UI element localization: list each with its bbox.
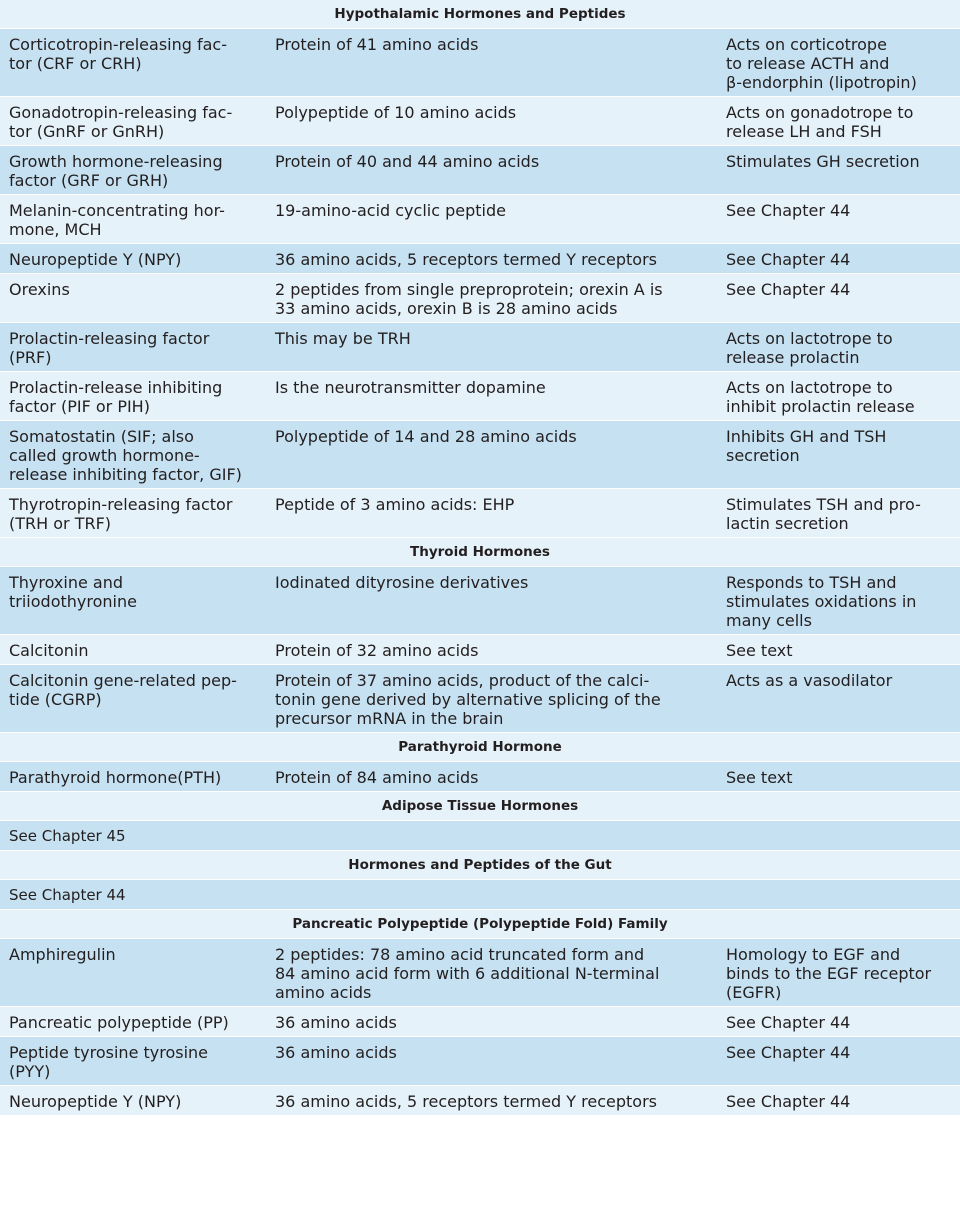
section-title: Thyroid Hormones bbox=[0, 538, 960, 567]
structure-cell: Polypeptide of 10 amino acids bbox=[266, 97, 717, 146]
structure-cell: Protein of 37 amino acids, product of the calci- tonin gene derived by alternative splicing of the precursor mRNA in the brain bbox=[266, 665, 717, 733]
table-row bbox=[0, 880, 960, 910]
hormone-name-cell: Amphiregulin bbox=[0, 939, 266, 1007]
structure-cell: 36 amino acids, 5 receptors termed Y receptors bbox=[266, 1086, 717, 1116]
table-row bbox=[0, 939, 960, 1007]
full-width-cell: See Chapter 44 bbox=[0, 880, 960, 910]
structure-cell: 36 amino acids bbox=[266, 1007, 717, 1037]
hormone-name-cell: Neuropeptide Y (NPY) bbox=[0, 1086, 266, 1116]
action-cell: Stimulates GH secretion bbox=[717, 146, 960, 195]
table-row bbox=[0, 1086, 960, 1116]
structure-cell: Protein of 84 amino acids bbox=[266, 762, 717, 792]
hormone-name-cell: Somatostatin (SIF; also called growth hormone- release inhibiting factor, GIF) bbox=[0, 421, 266, 489]
hormone-name-cell: Neuropeptide Y (NPY) bbox=[0, 244, 266, 274]
hormone-name-cell: Growth hormone-releasing factor (GRF or GRH) bbox=[0, 146, 266, 195]
structure-cell: Protein of 41 amino acids bbox=[266, 29, 717, 97]
action-cell: See Chapter 44 bbox=[717, 1086, 960, 1116]
table-row bbox=[0, 421, 960, 489]
hormone-name-cell: Melanin-concentrating hor- mone, MCH bbox=[0, 195, 266, 244]
table-row bbox=[0, 567, 960, 635]
table-row bbox=[0, 1037, 960, 1086]
structure-cell: This may be TRH bbox=[266, 323, 717, 372]
action-cell: Acts on lactotrope to release prolactin bbox=[717, 323, 960, 372]
section-header-row bbox=[0, 0, 960, 29]
action-cell: Stimulates TSH and pro- lactin secretion bbox=[717, 489, 960, 538]
section-header-row bbox=[0, 792, 960, 821]
table-row bbox=[0, 665, 960, 733]
table-row bbox=[0, 821, 960, 851]
action-cell: See text bbox=[717, 635, 960, 665]
action-cell: See text bbox=[717, 762, 960, 792]
action-cell: Acts on gonadotrope to release LH and FSH bbox=[717, 97, 960, 146]
section-title: Hormones and Peptides of the Gut bbox=[0, 851, 960, 880]
hormone-name-cell: Calcitonin gene-related pep- tide (CGRP) bbox=[0, 665, 266, 733]
hormone-name-cell: Prolactin-releasing factor (PRF) bbox=[0, 323, 266, 372]
table-row bbox=[0, 146, 960, 195]
table-row bbox=[0, 244, 960, 274]
structure-cell: Protein of 40 and 44 amino acids bbox=[266, 146, 717, 195]
hormone-name-cell: Parathyroid hormone(PTH) bbox=[0, 762, 266, 792]
section-title: Hypothalamic Hormones and Peptides bbox=[0, 0, 960, 29]
table-row bbox=[0, 372, 960, 421]
hormone-name-cell: Prolactin-release inhibiting factor (PIF or PIH) bbox=[0, 372, 266, 421]
action-cell: See Chapter 44 bbox=[717, 195, 960, 244]
section-header-row bbox=[0, 910, 960, 939]
structure-cell: 19-amino-acid cyclic peptide bbox=[266, 195, 717, 244]
structure-cell: Protein of 32 amino acids bbox=[266, 635, 717, 665]
action-cell: See Chapter 44 bbox=[717, 1007, 960, 1037]
full-width-cell: See Chapter 45 bbox=[0, 821, 960, 851]
structure-cell: 36 amino acids bbox=[266, 1037, 717, 1086]
section-header-row bbox=[0, 538, 960, 567]
section-header-row bbox=[0, 733, 960, 762]
action-cell: Acts as a vasodilator bbox=[717, 665, 960, 733]
hormone-name-cell: Thyroxine and triiodothyronine bbox=[0, 567, 266, 635]
structure-cell: Peptide of 3 amino acids: EHP bbox=[266, 489, 717, 538]
structure-cell: 2 peptides: 78 amino acid truncated form and 84 amino acid form with 6 additional N-terminal amino acids bbox=[266, 939, 717, 1007]
action-cell: See Chapter 44 bbox=[717, 244, 960, 274]
hormone-name-cell: Gonadotropin-releasing fac- tor (GnRF or GnRH) bbox=[0, 97, 266, 146]
table-row bbox=[0, 762, 960, 792]
table-row bbox=[0, 1007, 960, 1037]
table-row bbox=[0, 323, 960, 372]
table-row bbox=[0, 29, 960, 97]
table-row bbox=[0, 489, 960, 538]
action-cell: Homology to EGF and binds to the EGF receptor (EGFR) bbox=[717, 939, 960, 1007]
action-cell: Inhibits GH and TSH secretion bbox=[717, 421, 960, 489]
structure-cell: 2 peptides from single preproprotein; orexin A is 33 amino acids, orexin B is 28 amino acids bbox=[266, 274, 717, 323]
action-cell: See Chapter 44 bbox=[717, 274, 960, 323]
table-row bbox=[0, 635, 960, 665]
hormone-name-cell: Corticotropin-releasing fac- tor (CRF or CRH) bbox=[0, 29, 266, 97]
section-title: Parathyroid Hormone bbox=[0, 733, 960, 762]
hormone-name-cell: Calcitonin bbox=[0, 635, 266, 665]
hormone-name-cell: Peptide tyrosine tyrosine (PYY) bbox=[0, 1037, 266, 1086]
action-cell: Acts on lactotrope to inhibit prolactin release bbox=[717, 372, 960, 421]
section-header-row bbox=[0, 851, 960, 880]
hormone-name-cell: Thyrotropin-releasing factor (TRH or TRF) bbox=[0, 489, 266, 538]
hormone-name-cell: Pancreatic polypeptide (PP) bbox=[0, 1007, 266, 1037]
table-row bbox=[0, 195, 960, 244]
action-cell: See Chapter 44 bbox=[717, 1037, 960, 1086]
hormone-name-cell: Orexins bbox=[0, 274, 266, 323]
structure-cell: Is the neurotransmitter dopamine bbox=[266, 372, 717, 421]
section-title: Adipose Tissue Hormones bbox=[0, 792, 960, 821]
section-title: Pancreatic Polypeptide (Polypeptide Fold) Family bbox=[0, 910, 960, 939]
table-row bbox=[0, 274, 960, 323]
structure-cell: Polypeptide of 14 and 28 amino acids bbox=[266, 421, 717, 489]
structure-cell: Iodinated dityrosine derivatives bbox=[266, 567, 717, 635]
structure-cell: 36 amino acids, 5 receptors termed Y receptors bbox=[266, 244, 717, 274]
table-row bbox=[0, 97, 960, 146]
action-cell: Responds to TSH and stimulates oxidations in many cells bbox=[717, 567, 960, 635]
action-cell: Acts on corticotrope to release ACTH and β-endorphin (lipotropin) bbox=[717, 29, 960, 97]
